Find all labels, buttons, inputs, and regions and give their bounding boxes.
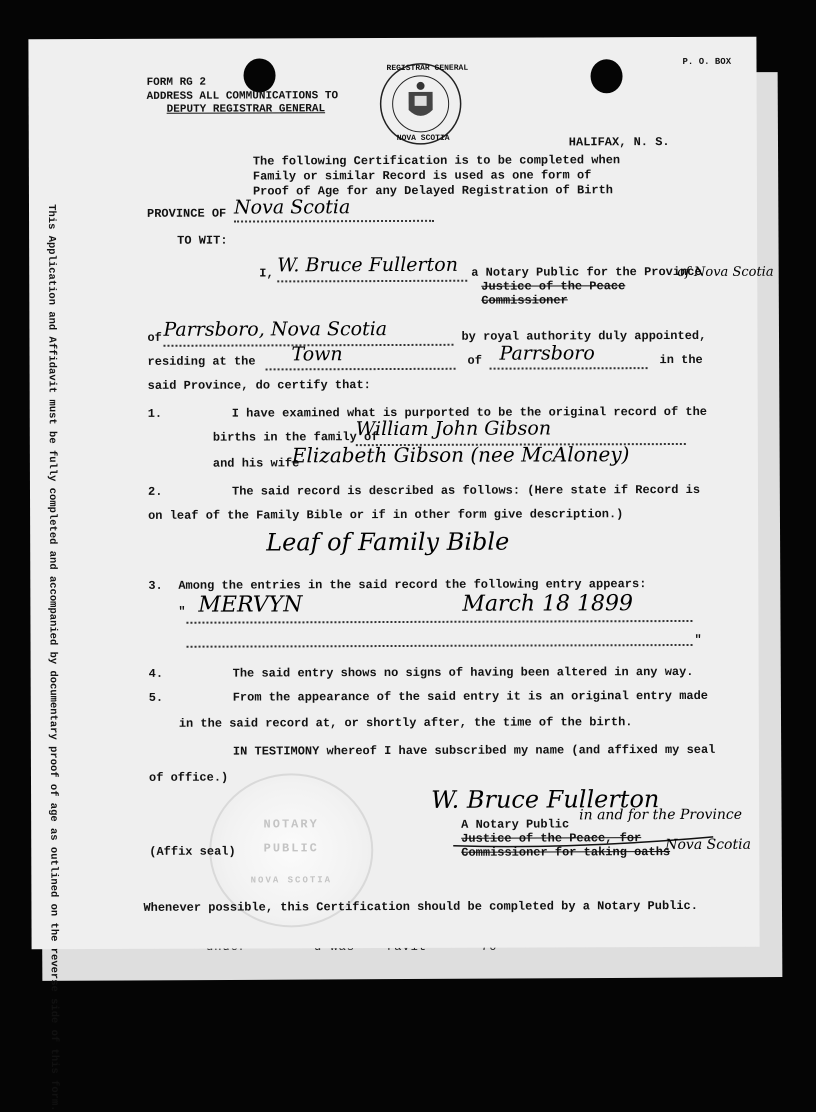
notary-for-hand: of Nova Scotia xyxy=(677,264,774,281)
entry-dots-1 xyxy=(186,619,692,624)
notary-for: a Notary Public for the Province xyxy=(471,264,702,280)
item-2-number: 2. xyxy=(147,484,163,499)
address-line-1: ADDRESS ALL COMMUNICATIONS TO xyxy=(146,90,339,103)
royal-text: by royal authority duly appointed, xyxy=(461,328,707,344)
heading-line-1: The following Certification is to be completed when xyxy=(252,153,621,169)
seal-line-1: NOTARY xyxy=(263,817,319,832)
item-5-line-a: From the appearance of the said entry it is an original entry made xyxy=(232,688,709,705)
testimony-notary: A Notary Public xyxy=(461,817,570,832)
side-note: This Application and Affidavit must be fully completed and accompanied by documentary proof of age as outlined on the reverse side of this form. xyxy=(44,204,61,1112)
heading-line-2: Family or similar Record is used as one form of xyxy=(252,168,592,184)
notary-name: W. Bruce Fullerton xyxy=(277,253,458,277)
crest-bottom-text: NOVA SCOTIA xyxy=(396,133,450,143)
address-line-2: DEPUTY REGISTRAR GENERAL xyxy=(166,103,326,116)
seal-line-2: PUBLIC xyxy=(263,841,319,856)
item-4-line: The said entry shows no signs of having been altered in any way. xyxy=(232,664,694,681)
residing-of: of xyxy=(467,353,482,368)
entry-dots-2 xyxy=(187,643,693,648)
certificate-sheet xyxy=(28,37,774,1112)
entry-date: March 18 1899 xyxy=(462,591,634,617)
testimony-line-2: of office.) xyxy=(148,770,229,785)
mother-name: Elizabeth Gibson (nee McAloney) xyxy=(291,442,630,468)
seal-outer-text: NOVA SCOTIA xyxy=(250,875,333,886)
i-label: I, xyxy=(259,266,274,281)
location: HALIFAX, N. S. xyxy=(568,135,670,150)
entry-close-quote: " xyxy=(694,632,702,647)
testimony-line-1: IN TESTIMONY whereof I have subscribed my name (and affixed my seal xyxy=(232,742,716,759)
item-2-line-a: The said record is described as follows: (Here state if Record is xyxy=(231,482,701,499)
justice-struck: Justice of the Peace xyxy=(481,279,626,294)
item-4-number: 4. xyxy=(148,666,164,681)
entry-name: MERVYN xyxy=(198,592,303,618)
residing-town: Town xyxy=(291,343,343,366)
item-3-line: Among the entries in the said record the following entry appears: xyxy=(178,577,647,593)
item-1-line-b: births in the family of xyxy=(212,430,379,445)
father-name: William John Gibson xyxy=(355,417,552,441)
footer-note: Whenever possible, this Certification should be completed by a Notary Public. xyxy=(143,898,698,915)
residing-place-dots xyxy=(490,366,648,370)
testimony-commissioner-hand: Nova Scotia xyxy=(665,836,751,854)
notary-name-dots xyxy=(277,279,467,283)
crest-top-text: REGISTRAR GENERAL xyxy=(386,63,469,74)
item-1-line-c: and his wife xyxy=(212,456,300,471)
record-description: Leaf of Family Bible xyxy=(266,527,510,557)
residing-town-dots xyxy=(266,367,456,371)
item-3-number: 3. xyxy=(148,578,163,593)
province-dots xyxy=(234,219,434,223)
heading-line-3: Proof of Age for any Delayed Registration of Birth xyxy=(252,183,614,199)
signature: W. Bruce Fullerton xyxy=(431,785,660,814)
residing-place: Parrsboro xyxy=(499,342,595,365)
to-wit: TO WIT: xyxy=(177,233,228,248)
province-value: Nova Scotia xyxy=(233,196,351,219)
entry-open-quote: " xyxy=(178,604,186,619)
item-1-number: 1. xyxy=(147,406,163,421)
affix-seal: (Affix seal) xyxy=(149,844,236,859)
punch-hole-left xyxy=(243,58,275,92)
punch-hole-right xyxy=(590,59,622,93)
of-label: of xyxy=(147,330,162,345)
testimony-commissioner-struck: Commissioner for taking oaths xyxy=(461,845,671,860)
in-the: in the xyxy=(659,352,703,368)
certify-text: said Province, do certify that: xyxy=(147,378,371,393)
item-5-number: 5. xyxy=(148,690,164,705)
of-place: Parrsboro, Nova Scotia xyxy=(163,318,388,341)
item-5-line-b: in the said record at, or shortly after, the time of the birth. xyxy=(178,715,633,731)
residing-label: residing at the xyxy=(147,354,256,369)
testimony-justice-struck: Justice of the Peace, for xyxy=(461,831,642,846)
commissioner-struck: Commissioner xyxy=(481,293,568,308)
item-2-line-b: on leaf of the Family Bible or if in other form give description.) xyxy=(148,507,624,523)
corner-ref: P. O. BOX xyxy=(682,56,732,67)
province-label: PROVINCE OF xyxy=(146,206,227,221)
testimony-notary-hand: in and for the Province xyxy=(579,806,743,824)
form-number: FORM RG 2 xyxy=(146,76,207,89)
item-1-line-a: I have examined what is purported to be the original record of the xyxy=(231,404,708,421)
